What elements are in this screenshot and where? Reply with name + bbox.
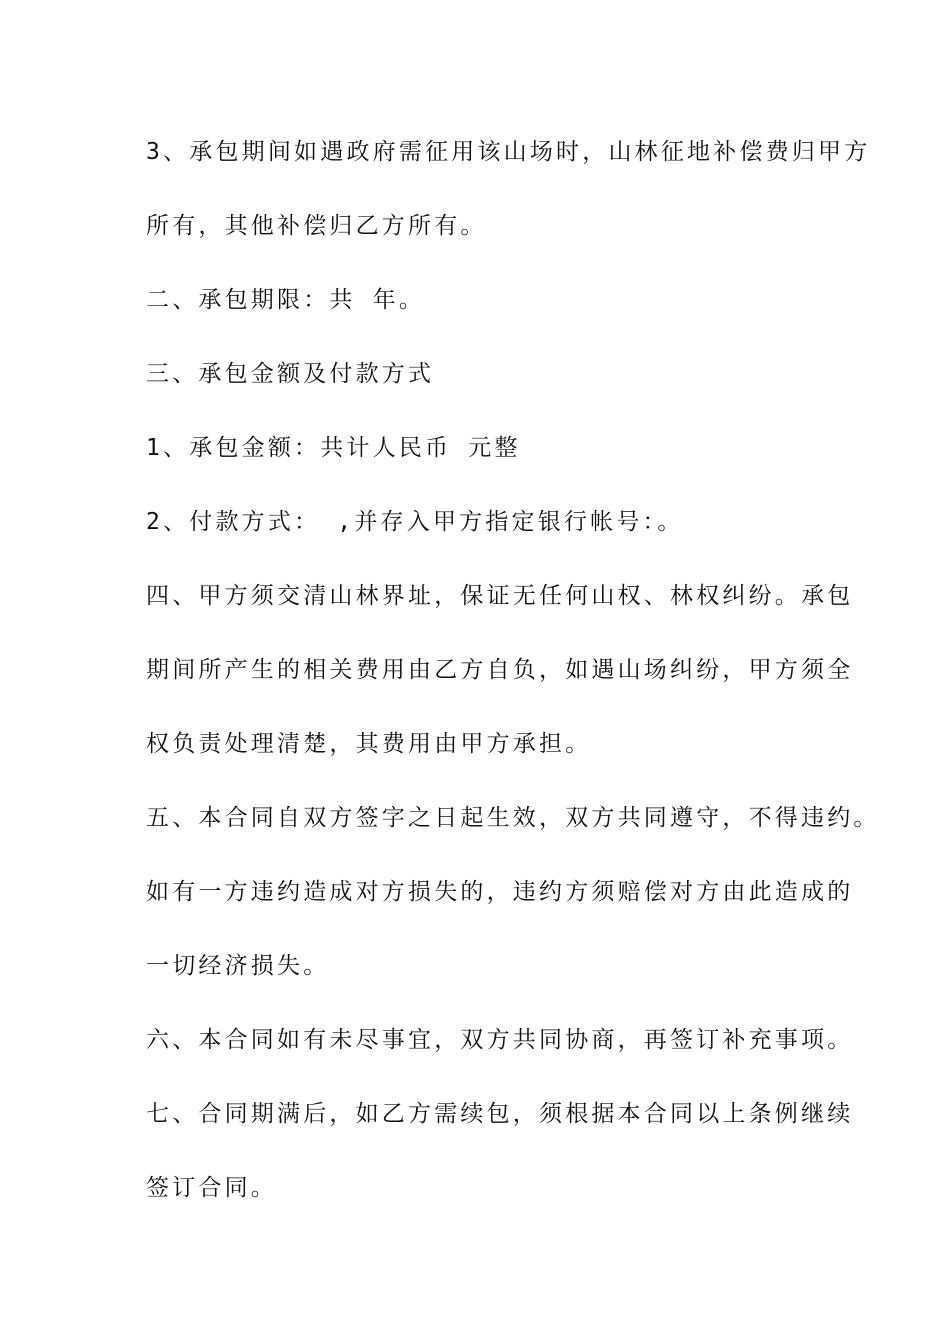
paragraph-line: 七、合同期满后，如乙方需续包，须根据本合同以上条例继续: [146, 1101, 854, 1127]
document-body: [146, 133, 880, 1243]
paragraph-line: 1、承包金额：共计人民币 元整: [146, 435, 521, 461]
paragraph-line: 四、甲方须交清山林界址，保证无任何山权、林权纠纷。承包: [146, 583, 854, 609]
paragraph-line: 3、承包期间如遇政府需征用该山场时，山林征地补偿费归甲方: [146, 139, 871, 165]
paragraph-line: 二、承包期限：共 年。: [146, 287, 426, 313]
paragraph-line: 如有一方违约造成对方损失的，违约方须赔偿对方由此造成的: [146, 879, 854, 905]
paragraph-line: 一切经济损失。: [146, 953, 330, 979]
paragraph-line: 所有，其他补偿归乙方所有。: [146, 213, 487, 239]
paragraph-line: 期间所产生的相关费用由乙方自负，如遇山场纠纷，甲方须全: [146, 657, 854, 683]
paragraph-line: 签订合同。: [146, 1175, 277, 1201]
paragraph-line: 2、付款方式： ,并存入甲方指定银行帐号：。: [146, 509, 684, 535]
paragraph-line: 六、本合同如有未尽事宜，双方共同协商，再签订补充事项。: [146, 1027, 854, 1053]
paragraph-line: 三、承包金额及付款方式: [146, 361, 435, 387]
paragraph-line: 权负责处理清楚，其费用由甲方承担。: [146, 731, 592, 757]
paragraph-line: 五、本合同自双方签字之日起生效，双方共同遵守，不得违约。: [146, 805, 880, 831]
